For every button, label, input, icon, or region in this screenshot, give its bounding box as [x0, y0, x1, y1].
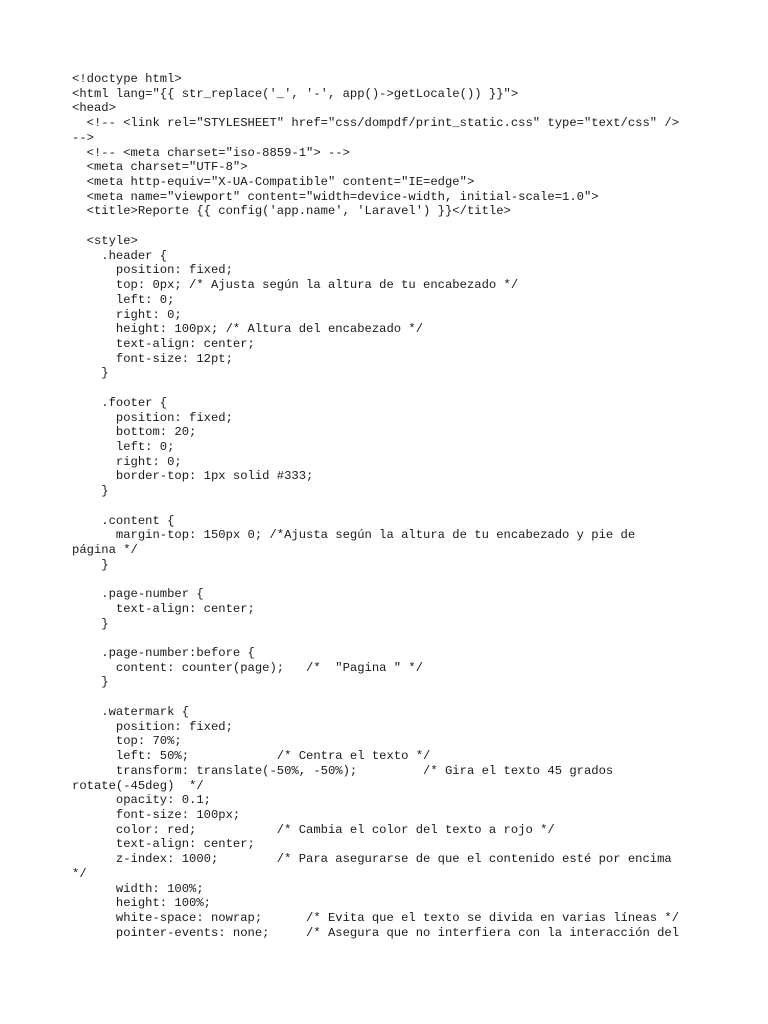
code-line: font-size: 12pt; [72, 351, 233, 366]
code-line: .header { [72, 248, 168, 263]
code-line: right: 0; [72, 307, 182, 322]
code-line: opacity: 0.1; [72, 793, 211, 808]
code-line: left: 0; [72, 439, 175, 454]
code-line: transform: translate(-50%, -50%); /* Gira el texto 45 grados [72, 763, 614, 778]
code-line [72, 631, 712, 646]
code-line: left: 50%; /* Centra el texto */ [72, 749, 431, 764]
code-line: <meta charset="UTF-8"> [72, 160, 248, 175]
code-line: } [72, 675, 109, 690]
code-line: .content { [72, 513, 175, 528]
code-line [72, 381, 712, 396]
code-listing [72, 72, 712, 940]
code-line: z-index: 1000; /* Para asegurarse de que el contenido esté por encima [72, 852, 672, 867]
code-line: position: fixed; [72, 719, 233, 734]
code-line: .footer { [72, 395, 168, 410]
code-line: <!-- <link rel="STYLESHEET" href="css/dompdf/print_static.css" type="text/css" /> [72, 116, 680, 131]
code-line: } [72, 366, 109, 381]
code-line: position: fixed; [72, 263, 233, 278]
code-line: <html lang="{{ str_replace('_', '-', app()->getLocale()) }}"> [72, 86, 519, 101]
code-line: height: 100%; [72, 896, 211, 911]
code-line: margin-top: 150px 0; /*Ajusta según la altura de tu encabezado y pie de [72, 528, 636, 543]
code-line [72, 572, 712, 587]
code-line: } [72, 557, 109, 572]
code-line: color: red; /* Cambia el color del texto a rojo */ [72, 822, 555, 837]
code-line: .page-number { [72, 587, 204, 602]
code-line: top: 70%; [72, 734, 182, 749]
code-line [72, 219, 712, 234]
code-line: --> [72, 130, 94, 145]
code-line: página */ [72, 543, 138, 557]
code-line: <meta name="viewport" content="width=device-width, initial-scale=1.0"> [72, 189, 599, 204]
code-line: <meta http-equiv="X-UA-Compatible" content="IE=edge"> [72, 175, 475, 190]
code-line: <!-- <meta charset="iso-8859-1"> --> [72, 145, 350, 160]
code-line: .watermark { [72, 704, 190, 719]
code-line: width: 100%; [72, 881, 204, 896]
code-line: font-size: 100px; [72, 807, 241, 822]
code-line: height: 100px; /* Altura del encabezado */ [72, 322, 424, 337]
code-line: right: 0; [72, 454, 182, 469]
code-line: top: 0px; /* Ajusta según la altura de tu encabezado */ [72, 278, 519, 293]
code-line: pointer-events: none; /* Asegura que no interfiera con la interacción del [72, 925, 680, 940]
code-line: text-align: center; [72, 837, 255, 852]
code-line: border-top: 1px solid #333; [72, 469, 314, 484]
code-line [72, 690, 712, 705]
code-line: .page-number:before { [72, 646, 255, 661]
code-line: <!doctype html> [72, 72, 182, 86]
code-line: } [72, 484, 109, 499]
code-line [72, 499, 712, 514]
code-line: text-align: center; [72, 601, 255, 616]
code-line: bottom: 20; [72, 425, 197, 440]
code-line: rotate(-45deg) */ [72, 778, 204, 793]
code-line: <title>Reporte {{ config('app.name', 'Laravel') }}</title> [72, 204, 511, 219]
code-line: } [72, 616, 109, 631]
code-line: text-align: center; [72, 336, 255, 351]
code-line: <style> [72, 233, 138, 248]
code-line: position: fixed; [72, 410, 233, 425]
code-line: content: counter(page); /* "Pagina " */ [72, 660, 424, 675]
code-line: left: 0; [72, 292, 175, 307]
code-line: */ [72, 866, 87, 881]
code-line: <head> [72, 101, 116, 116]
code-line: white-space: nowrap; /* Evita que el texto se divida en varias líneas */ [72, 910, 680, 925]
